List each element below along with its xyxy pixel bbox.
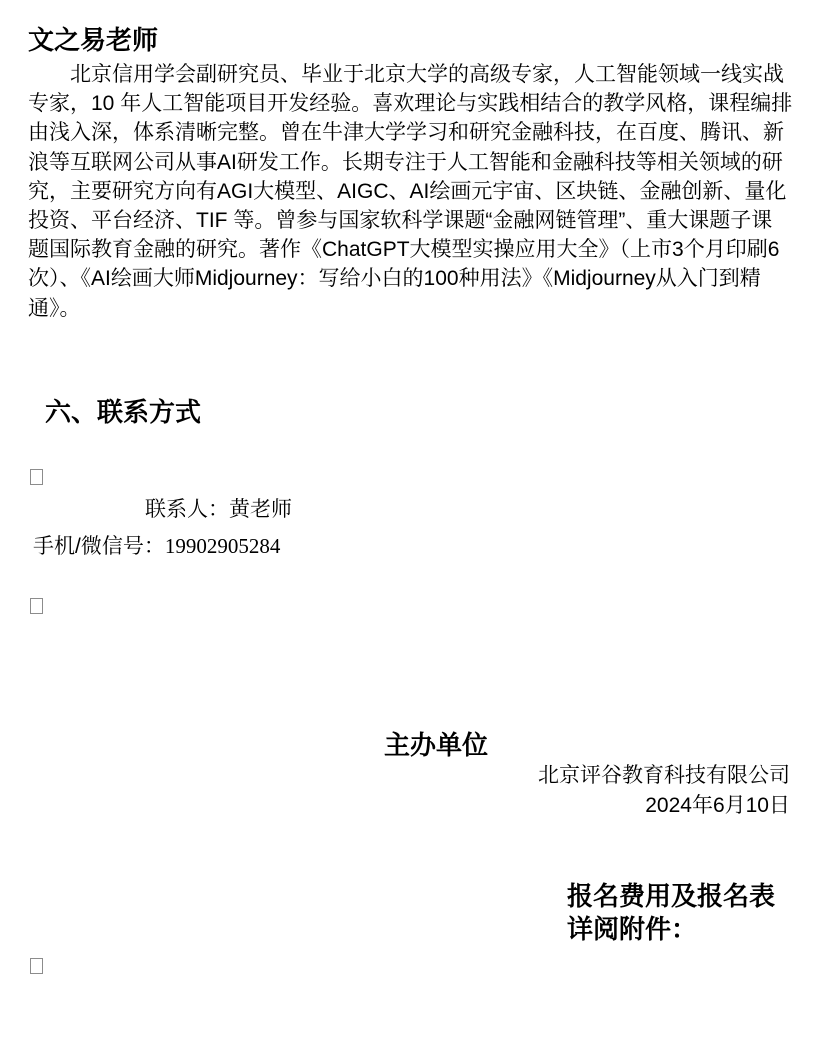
contact-section-heading: 六、联系方式 — [45, 397, 202, 427]
contact-phone — [33, 531, 280, 562]
registration-note — [567, 880, 807, 946]
organizer-date: 2024年6月10日 — [645, 794, 790, 817]
organizer-name: 北京评谷教育科技有限公司 — [538, 764, 790, 787]
contact-phone-value: 19902905284 — [164, 534, 281, 558]
contact-person-value: 黄老师 — [229, 498, 292, 521]
registration-note-line2: 详阅附件： — [567, 914, 698, 944]
broken-image-icon — [30, 598, 43, 614]
teacher-name: 文之易老师 — [28, 25, 159, 55]
broken-image-icon — [30, 469, 43, 485]
registration-note-line1: 报名费用及报名表 — [567, 881, 776, 911]
broken-image-icon — [30, 958, 43, 974]
contact-person — [145, 495, 292, 525]
teacher-bio: 北京信用学会副研究员、毕业于北京大学的高级专家，人工智能领域一线实战专家，10 年人工智能项目开发经验。喜欢理论与实践相结合的教学风格，课程编排由浅入深，体系清晰完整。曾在牛津大学学习和研究金融科技，在百度、腾讯、新浪等互联网公司从事AI研发工作。长期专注于人工智能和金融科技等相关领域的研究，主要研究方向有AGI大模型、AIGC、AI绘画元宇宙、区块链、金融创新、量化投资、平台经济、TIF 等。曾参与国家软科学课题“金融网链管理”、重大课题子课题国际教育金融的研究。著作《ChatGPT大模型实操应用大全》（上市3个月印刷6次）、《AI绘画大师Midjourney：写给小白的100种用法》《Midjourney从入门到精通》。 — [28, 63, 793, 320]
contact-person-label: 联系人： — [145, 498, 229, 521]
contact-phone-label: 手机/微信号： — [33, 535, 165, 558]
organizer-heading: 主办单位 — [384, 730, 489, 760]
